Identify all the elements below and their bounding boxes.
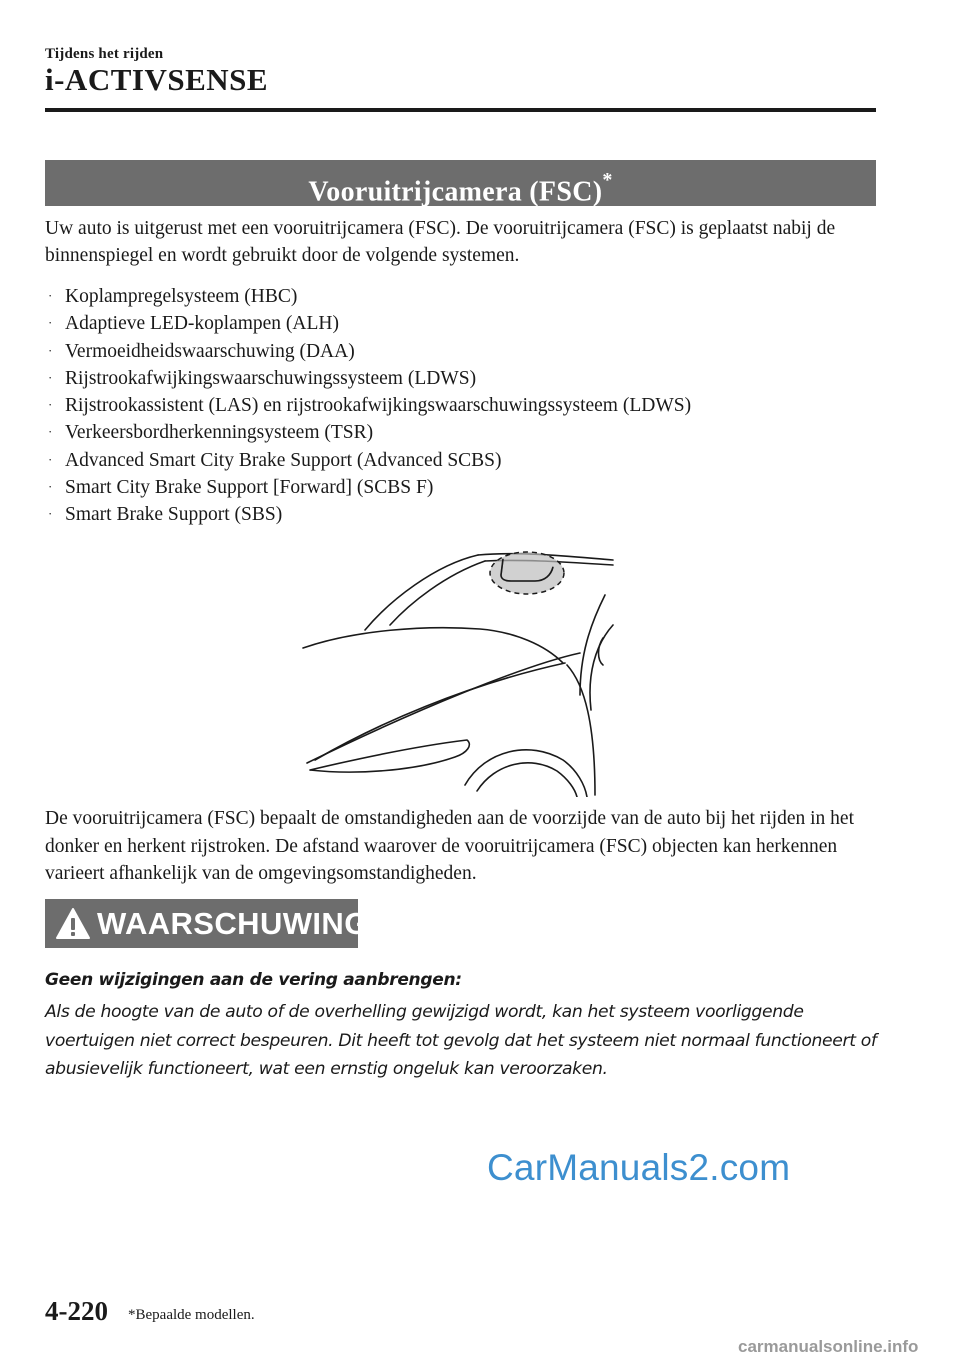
headlight-outline [310, 740, 469, 772]
bullet-dot: · [48, 424, 53, 440]
footnote: *Bepaalde modellen. [128, 1307, 255, 1323]
mirror-base [599, 638, 604, 665]
topic-title: Vooruitrijcamera (FSC) [308, 176, 603, 208]
list-item [48, 282, 691, 309]
bullet-dot: · [48, 288, 53, 303]
section-title: i-ACTIVSENSE [45, 62, 269, 97]
list-item [48, 391, 691, 418]
list-item-text: Smart City Brake Support [Forward] (SCBS F) [65, 477, 434, 499]
intro-paragraph: Uw auto is uitgerust met een vooruitrijcamera (FSC). De vooruitrijcamera (FSC) is geplaatst nabij de binnenspiegel en wordt gebruikt door de volgende systemen. [45, 218, 836, 266]
topic-title-bar [45, 160, 876, 206]
bullet-dot: · [48, 451, 53, 467]
windshield-camera-illustration [295, 535, 620, 797]
bullet-dot: · [48, 479, 53, 495]
list-item-text: Advanced Smart City Brake Support (Advanced SCBS) [65, 449, 502, 471]
list-item-text: Koplampregelsysteem (HBC) [65, 286, 298, 307]
bullet-dot: · [48, 397, 53, 413]
warning-label: WAARSCHUWING [97, 906, 369, 941]
list-item [48, 500, 691, 527]
list-item [48, 446, 691, 473]
list-item [48, 473, 691, 500]
list-item-text: Vermoeidheidswaarschuwing (DAA) [65, 340, 355, 362]
list-item-text: Rijstrookassistent (LAS) en rijstrookafwijkingswaarschuwingssysteem (LDWS) [65, 395, 692, 417]
warning-banner [45, 899, 369, 948]
list-item-text: Adaptieve LED-koplampen (ALH) [65, 313, 339, 335]
hood-crease [315, 663, 565, 760]
wheel-arch [465, 750, 587, 797]
door-line [590, 625, 613, 710]
bullet-dot: · [48, 315, 53, 331]
footnote-mark: * [602, 169, 613, 191]
windshield-edge [365, 555, 478, 630]
list-item [48, 337, 691, 364]
warning-body: Als de hoogte van de auto of de overhelling gewijzigd wordt, kan het systeem voorliggende voertuigen niet correct bespeuren. Dit heeft tot gevolg dat het systeem niet normaal functioneert of abusievelijk functioneert, wat een ernstig ongeluk kan veroorzaken. [45, 1002, 877, 1079]
bullet-dot: · [48, 342, 53, 358]
page-number: 4-220 [45, 1296, 108, 1326]
header-rule [45, 108, 876, 112]
warning-triangle-icon [55, 907, 91, 940]
list-item-text: Smart Brake Support (SBS) [65, 504, 283, 526]
list-item-text: Verkeersbordherkenningsysteem (TSR) [65, 422, 374, 444]
chapter-title: Tijdens het rijden [45, 46, 164, 62]
list-item [48, 364, 691, 391]
watermark-logo: CarManuals2.com [487, 1147, 791, 1188]
list-item [48, 309, 691, 336]
systems-list [48, 282, 691, 528]
site-credit-link[interactable]: carmanualsonline.info [738, 1337, 919, 1356]
bullet-dot: · [48, 369, 53, 385]
hood-line [303, 628, 563, 663]
list-item [48, 418, 691, 445]
bullet-dot: · [48, 506, 53, 522]
warning-heading: Geen wijzigingen aan de vering aanbrengen: [45, 970, 462, 990]
a-pillar [580, 595, 605, 695]
camera-description: De vooruitrijcamera (FSC) bepaalt de omstandigheden aan de voorzijde van de auto bij het rijden in het donker en herkent rijstroken. De afstand waarover de vooruitrijcamera (FSC) objecten kan herkennen varieert afhankelijk van de omgevingsomstandigheden. [45, 808, 854, 884]
list-item-text: Rijstrookafwijkingswaarschuwingssysteem (LDWS) [65, 367, 477, 389]
wheel-arch-inner [477, 763, 577, 797]
